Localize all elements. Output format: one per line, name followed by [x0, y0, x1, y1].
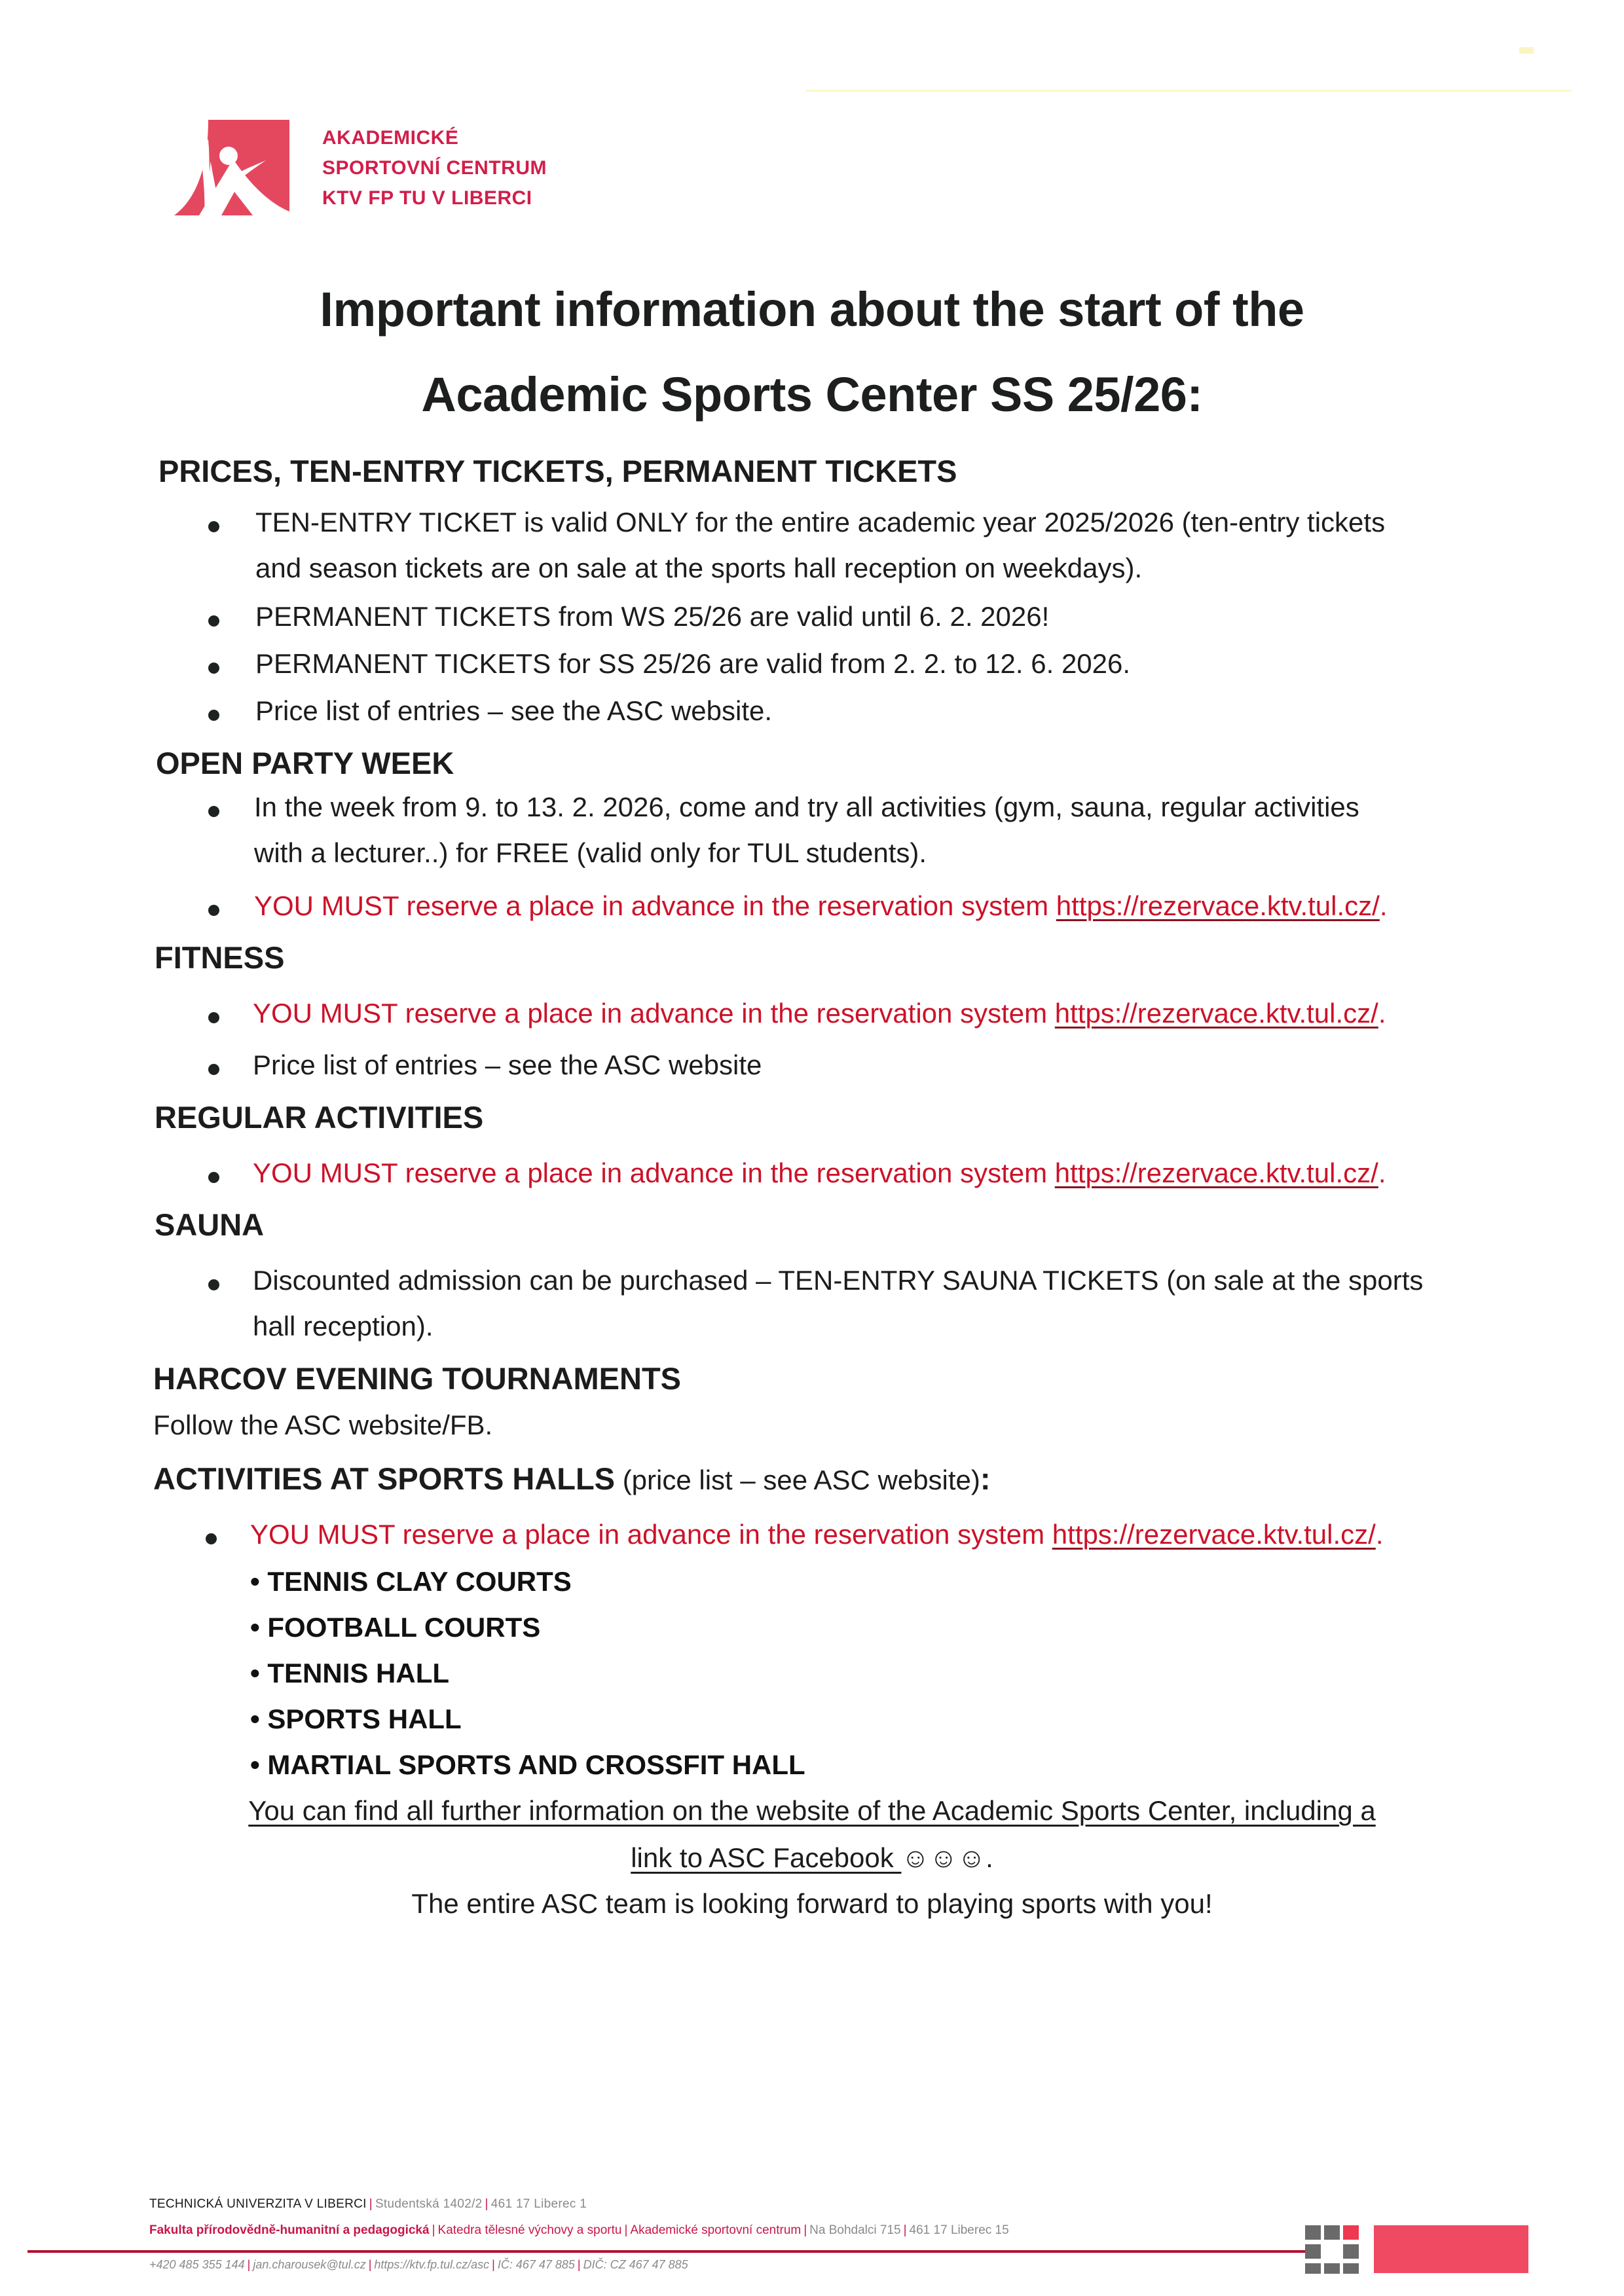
section-heading-regular-activities: REGULAR ACTIVITIES: [155, 1100, 484, 1135]
scan-artifact-mark: [1519, 47, 1534, 54]
scan-artifact-line: [805, 90, 1572, 92]
brand-line-2: SPORTOVNÍ CENTRUM: [322, 157, 547, 179]
reserve-notice: YOU MUST reserve a place in advance in the reservation system https://rezervace.ktv.tul.cz/.: [254, 890, 1388, 921]
bullet-icon: [208, 521, 219, 532]
prices-item-4: Price list of entries – see the ASC website.: [255, 695, 773, 726]
footer-faculty-line: Fakulta přírodovědně-humanitní a pedagogická | Katedra tělesné výchovy a sportu | Akademické sportovní centrum | Na Bohdalci 715 | 461 17 Liberec 15: [149, 2223, 1009, 2237]
closing-message: The entire ASC team is looking forward to playing sports with you!: [411, 1888, 1213, 1919]
asc-facebook-link[interactable]: link to ASC Facebook: [631, 1842, 902, 1873]
prices-item-1-cont: and season tickets are on sale at the sports hall reception on weekdays).: [255, 553, 1143, 583]
reservation-link[interactable]: https://rezervace.ktv.tul.cz/: [1054, 998, 1378, 1029]
footer-contact-line: +420 485 355 144 | jan.charousek@tul.cz | https://ktv.fp.tul.cz/asc | IČ: 467 47 885 | DIČ: CZ 467 47 885: [149, 2258, 688, 2271]
bullet-icon: [206, 1533, 217, 1544]
section-heading-harcov-tournaments: HARCOV EVENING TOURNAMENTS: [153, 1361, 682, 1396]
bullet-icon: [208, 1279, 219, 1290]
section-heading-prices: PRICES, TEN-ENTRY TICKETS, PERMANENT TICKETS: [158, 454, 957, 488]
venue-tennis-clay-courts: • TENNIS CLAY COURTS: [250, 1566, 572, 1597]
brand-line-1: AKADEMICKÉ: [322, 127, 459, 149]
bullet-icon: [208, 615, 219, 627]
reservation-link[interactable]: https://rezervace.ktv.tul.cz/: [1054, 1157, 1378, 1188]
bullet-icon: [208, 663, 219, 674]
bullet-icon: [208, 1012, 219, 1023]
venue-martial-sports-crossfit-hall: • MARTIAL SPORTS AND CROSSFIT HALL: [250, 1749, 805, 1780]
reservation-link[interactable]: https://rezervace.ktv.tul.cz/: [1052, 1519, 1376, 1550]
reservation-link[interactable]: https://rezervace.ktv.tul.cz/: [1056, 890, 1380, 921]
venue-football-courts: • FOOTBALL COURTS: [250, 1612, 541, 1643]
open-party-item-1-cont: with a lecturer..) for FREE (valid only for TUL students).: [254, 837, 927, 868]
footer-red-block: [1374, 2225, 1528, 2273]
venue-sports-hall: • SPORTS HALL: [250, 1704, 462, 1734]
bullet-icon: [208, 905, 219, 916]
bullet-icon: [208, 1064, 219, 1075]
section-heading-open-party-week: OPEN PARTY WEEK: [156, 746, 454, 780]
reserve-notice: YOU MUST reserve a place in advance in the reservation system https://rezervace.ktv.tul.cz/.: [253, 998, 1386, 1029]
reserve-notice: YOU MUST reserve a place in advance in the reservation system https://rezervace.ktv.tul.cz/.: [250, 1519, 1384, 1550]
page-title-line-1: Important information about the start of the: [320, 282, 1304, 337]
sauna-item-1-cont: hall reception).: [253, 1311, 434, 1341]
open-party-item-1: In the week from 9. to 13. 2. 2026, come and try all activities (gym, sauna, regular activities: [254, 792, 1359, 822]
fitness-price-item: Price list of entries – see the ASC website: [253, 1049, 762, 1080]
prices-item-3: PERMANENT TICKETS for SS 25/26 are valid from 2. 2. to 12. 6. 2026.: [255, 648, 1131, 679]
smiley-icons: ☺☺☺: [901, 1842, 986, 1873]
footer-website[interactable]: https://ktv.fp.tul.cz/asc: [374, 2258, 490, 2271]
footer-divider: [28, 2250, 1306, 2253]
bullet-icon: [208, 806, 219, 817]
section-heading-fitness: FITNESS: [155, 940, 285, 975]
brand-line-3: KTV FP TU V LIBERCI: [322, 187, 532, 209]
bullet-icon: [208, 710, 219, 721]
facebook-line: link to ASC Facebook ☺☺☺.: [631, 1842, 993, 1873]
brand-name: [322, 123, 547, 213]
prices-item-1: TEN-ENTRY TICKET is valid ONLY for the entire academic year 2025/2026 (ten-entry tickets: [255, 507, 1386, 538]
section-heading-sports-halls: ACTIVITIES AT SPORTS HALLS (price list – see ASC website):: [153, 1461, 991, 1496]
prices-item-2: PERMANENT TICKETS from WS 25/26 are valid until 6. 2. 2026!: [255, 601, 1050, 632]
sauna-item-1: Discounted admission can be purchased – TEN-ENTRY SAUNA TICKETS (on sale at the sports: [253, 1265, 1424, 1296]
footer-university-line: TECHNICKÁ UNIVERZITA V LIBERCI | Studentská 1402/2 | 461 17 Liberec 1: [149, 2197, 587, 2211]
asc-athlete-logo-icon: [168, 120, 291, 215]
page-title-line-2: Academic Sports Center SS 25/26:: [421, 367, 1203, 422]
footer-phone: +420 485 355 144: [149, 2258, 245, 2271]
further-info-link[interactable]: You can find all further information on the website of the Academic Sports Center, including a: [248, 1795, 1376, 1826]
section-heading-sauna: SAUNA: [155, 1207, 265, 1242]
tul-grid-logo-icon: [1305, 2225, 1360, 2274]
reserve-notice: YOU MUST reserve a place in advance in the reservation system https://rezervace.ktv.tul.cz/.: [253, 1157, 1386, 1188]
bullet-icon: [208, 1172, 219, 1183]
harcov-text: Follow the ASC website/FB.: [153, 1410, 493, 1440]
venue-tennis-hall: • TENNIS HALL: [250, 1658, 450, 1688]
footer-email[interactable]: jan.charousek@tul.cz: [253, 2258, 366, 2271]
